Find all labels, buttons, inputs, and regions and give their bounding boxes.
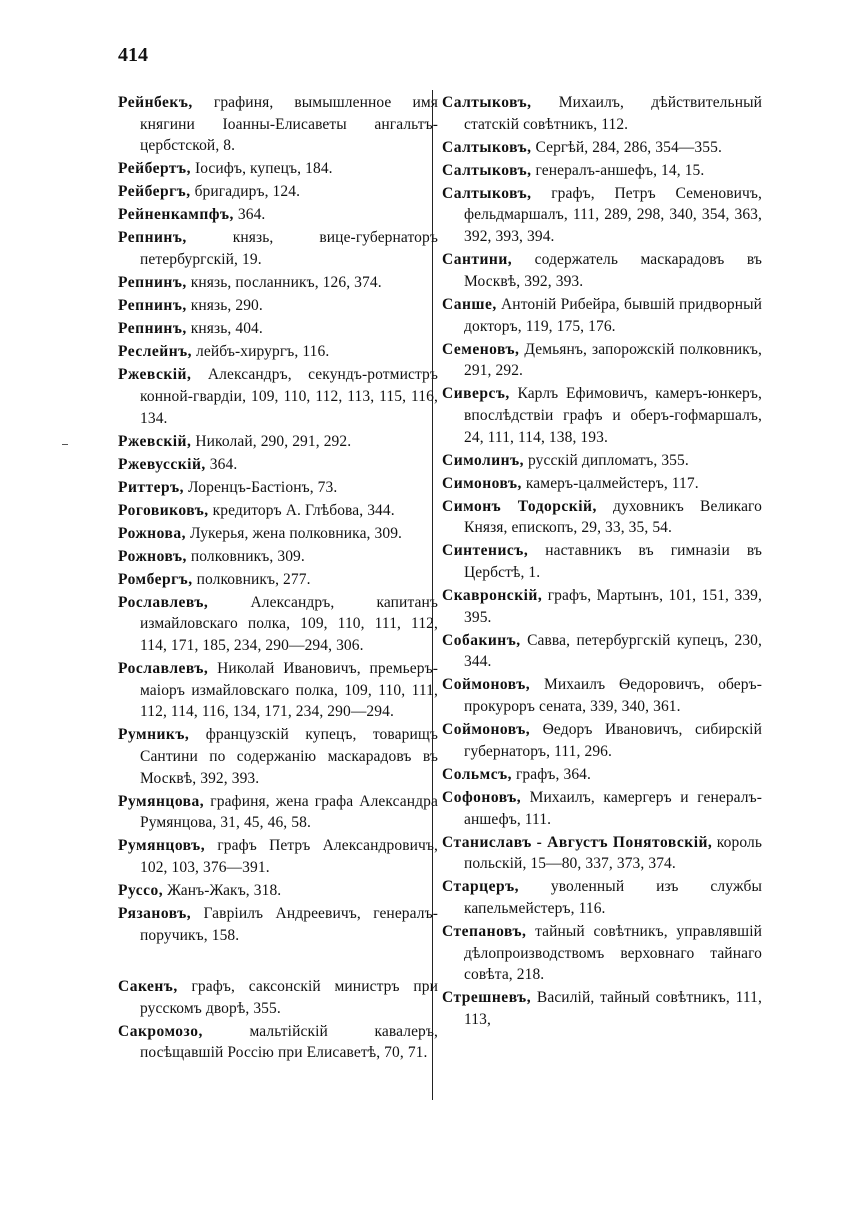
entry-name: Реслейнъ,	[118, 343, 193, 361]
index-entry	[442, 719, 762, 762]
entry-name: Симолинъ,	[442, 451, 524, 469]
index-entry	[442, 92, 762, 135]
index-entry	[442, 339, 762, 382]
entry-name: Собакинъ,	[442, 631, 521, 649]
entry-name: Синтенисъ,	[442, 542, 529, 560]
index-entry	[118, 181, 438, 203]
index-entry	[118, 1021, 438, 1064]
index-entry	[118, 454, 438, 476]
entry-text: Николай Ивановичъ, премьеръ-маіоръ измайловскаго полка, 109, 110, 111, 112, 114, 116, 134, 171, 234, 290—294.	[140, 659, 438, 721]
entry-text: Карлъ Ефимовичъ, камеръ-юнкеръ, впослѣдствіи графъ и оберъ-гофмаршалъ, 24, 111, 114, 138, 193.	[464, 385, 762, 446]
entry-name: Рейбергъ,	[118, 183, 191, 201]
margin-mark	[62, 444, 68, 445]
entry-name: Стрешневъ,	[442, 989, 532, 1007]
index-entry	[118, 569, 438, 591]
index-entry	[118, 976, 438, 1019]
entry-text: наставникъ въ гимназіи въ Цербстѣ, 1.	[464, 542, 762, 582]
index-entry	[118, 791, 438, 834]
entry-name: Ржевусскій,	[118, 455, 206, 473]
index-entry	[442, 294, 762, 337]
entry-text: 364.	[237, 206, 266, 224]
index-entry	[442, 249, 762, 292]
entry-name: Румянцова,	[118, 792, 205, 810]
entry-text: Михаилъ Ѳедоровичъ, оберъ-прокуроръ сената, 339, 340, 361.	[464, 676, 762, 716]
entry-text: полковникъ, 309.	[190, 547, 305, 565]
index-entry	[118, 835, 438, 878]
entry-text: Александръ, капитанъ измайловскаго полка, 109, 110, 111, 112, 114, 171, 185, 234, 290—294, 306.	[140, 593, 438, 654]
entry-text: графиня, жена графа Александра Румянцова, 31, 45, 46, 58.	[140, 792, 438, 832]
index-entry	[442, 921, 762, 986]
index-entry	[442, 832, 762, 875]
index-entry	[118, 364, 438, 429]
entry-name: Рожнова,	[118, 524, 186, 542]
index-entry	[118, 880, 438, 902]
entry-text: мальтійскій кавалеръ, посѣщавшій Россію при Елисаветѣ, 70, 71.	[140, 1022, 438, 1062]
entry-text: Николай, 290, 291, 292.	[195, 432, 352, 450]
entry-name: Старцеръ,	[442, 878, 520, 896]
entry-name: Скавронскій,	[442, 587, 543, 605]
entry-name: Симонъ Тодорскій,	[442, 497, 597, 515]
entry-name: Софоновъ,	[442, 788, 522, 806]
entry-text: 364.	[209, 455, 238, 473]
entry-name: Сольмсъ,	[442, 765, 512, 783]
index-entry	[118, 592, 438, 657]
entry-name: Рожновъ,	[118, 547, 187, 565]
entry-text: графъ Петръ Александровичъ, 102, 103, 376—391.	[140, 837, 438, 877]
entry-name: Рязановъ,	[118, 905, 192, 923]
entry-text: Лоренцъ-Бастіонъ, 73.	[188, 478, 338, 496]
entry-text: Ѳедоръ Ивановичъ, сибирскій губернаторъ, 111, 296.	[464, 721, 762, 760]
index-entry	[118, 903, 438, 946]
entry-text: Іосифъ, купецъ, 184.	[194, 160, 333, 178]
index-entry	[118, 295, 438, 317]
entry-text: бригадиръ, 124.	[194, 183, 301, 201]
index-entry	[118, 431, 438, 453]
entry-name: Семеновъ,	[442, 340, 520, 358]
entry-text: Савва, петербургскій купецъ, 230, 344.	[464, 631, 762, 671]
entry-text: кредиторъ А. Глѣбова, 344.	[212, 501, 395, 519]
entry-text: содержатель маскарадовъ въ Москвѣ, 392, 393.	[464, 251, 762, 290]
entry-text: князь, посланникъ, 126, 374.	[190, 274, 382, 292]
index-entry	[442, 987, 762, 1030]
entry-name: Румникъ,	[118, 726, 190, 744]
index-entry	[118, 658, 438, 723]
entry-text: тайный совѣтникъ, управлявшій дѣлопроизводствомъ верховнаго тайнаго совѣта, 218.	[464, 922, 762, 984]
entry-text: полковникъ, 277.	[196, 570, 311, 588]
index-entry	[442, 183, 762, 248]
entry-name: Риттеръ,	[118, 478, 185, 496]
entry-name: Рейненкампфъ,	[118, 206, 234, 224]
index-entry	[118, 272, 438, 294]
entry-name: Сантини,	[442, 251, 513, 269]
index-entry	[442, 160, 762, 182]
entry-text: генералъ-аншефъ, 14, 15.	[535, 161, 705, 179]
entry-text: Лукерья, жена полковника, 309.	[189, 524, 403, 542]
entry-text: лейбъ-хирургъ, 116.	[196, 343, 330, 361]
index-entry	[442, 787, 762, 830]
entry-text: Антоній Рибейра, бывшій придворный докторъ, 119, 175, 176.	[464, 295, 762, 335]
entry-text: французскій купецъ, товарищъ Сантини по содержанію маскарадовъ въ Москвѣ, 392, 393.	[140, 726, 438, 787]
entry-name: Станиславъ - Августъ Понятовскій,	[442, 833, 713, 851]
entry-name: Сакромозо,	[118, 1022, 203, 1040]
index-entry	[118, 724, 438, 789]
index-entry	[118, 318, 438, 340]
entry-text: князь, 404.	[190, 320, 263, 338]
index-entry	[442, 383, 762, 448]
index-entry	[442, 137, 762, 159]
entry-text: Александръ, секундъ-ротмистръ конной-гвардіи, 109, 110, 112, 113, 115, 116, 134.	[140, 366, 438, 427]
entry-text: князь, 290.	[190, 297, 263, 315]
entry-name: Репнинъ,	[118, 320, 187, 338]
entry-text: князь, вице-губернаторъ петербургскій, 19.	[140, 229, 438, 269]
entry-text: графъ, Мартынъ, 101, 151, 339, 395.	[464, 587, 763, 626]
entry-text: Михаилъ, дѣйствительный статскій совѣтникъ, 112.	[464, 94, 762, 133]
entry-name: Роговиковъ,	[118, 501, 209, 519]
index-entry	[442, 630, 762, 673]
entry-name: Салтыковъ,	[442, 138, 532, 156]
entry-name: Сакенъ,	[118, 977, 178, 995]
entry-text: Михаилъ, камергеръ и генералъ-аншефъ, 111.	[464, 788, 762, 828]
entry-name: Соймоновъ,	[442, 721, 531, 739]
entry-name: Ржевскій,	[118, 432, 192, 450]
entry-name: Салтыковъ,	[442, 161, 532, 179]
entry-name: Рейнбекъ,	[118, 94, 193, 111]
entry-text: Сергѣй, 284, 286, 354—355.	[535, 138, 722, 156]
entry-name: Салтыковъ,	[442, 184, 532, 202]
entry-name: Рославлевъ,	[118, 659, 209, 677]
entry-name: Степановъ,	[442, 922, 527, 940]
entry-name: Репнинъ,	[118, 229, 187, 247]
index-entry	[442, 674, 762, 717]
index-entry	[118, 227, 438, 270]
entry-name: Соймоновъ,	[442, 676, 531, 694]
index-entry	[442, 540, 762, 583]
right-column	[442, 92, 762, 1032]
entry-name: Руссо,	[118, 882, 164, 900]
entry-name: Салтыковъ,	[442, 94, 532, 111]
page-number: 414	[118, 44, 148, 66]
index-entry	[118, 204, 438, 226]
index-entry	[442, 585, 762, 628]
entry-text: графиня, вымышленное имя княгини Іоанны-Елисаветы ангальтъ-цербстской, 8.	[140, 94, 439, 155]
index-entry	[118, 341, 438, 363]
left-column	[118, 92, 438, 1065]
entry-text: Демьянъ, запорожскій полковникъ, 291, 292.	[464, 340, 762, 380]
index-entry	[442, 450, 762, 472]
index-entry	[118, 546, 438, 568]
entry-name: Симоновъ,	[442, 474, 522, 492]
index-entry	[442, 473, 762, 495]
entry-name: Ромбергъ,	[118, 570, 193, 588]
entry-name: Рославлевъ,	[118, 593, 209, 611]
entry-text: графъ, саксонскій министръ при русскомъ дворѣ, 355.	[140, 977, 438, 1017]
entry-text: графъ, 364.	[515, 765, 591, 783]
entry-name: Санше,	[442, 295, 497, 313]
entry-name: Рейбертъ,	[118, 160, 191, 178]
index-entry	[442, 764, 762, 786]
index-entry	[118, 158, 438, 180]
index-entry	[118, 92, 438, 157]
index-entry	[118, 523, 438, 545]
index-entry	[118, 477, 438, 499]
index-entry	[442, 876, 762, 919]
entry-name: Сиверсъ,	[442, 385, 510, 403]
entry-name: Румянцовъ,	[118, 837, 206, 855]
entry-name: Репнинъ,	[118, 297, 187, 315]
index-entry	[118, 500, 438, 522]
index-entry	[442, 496, 762, 539]
entry-text: Гавріилъ Андреевичъ, генералъ-поручикъ, 158.	[140, 905, 438, 944]
entry-text: духовникъ Великаго Князя, епископъ, 29, 33, 35, 54.	[464, 497, 762, 537]
entry-text: король польскій, 15—80, 337, 373, 374.	[464, 833, 762, 873]
entry-text: графъ, Петръ Семеновичъ, фельдмаршалъ, 111, 289, 298, 340, 354, 363, 392, 393, 394.	[464, 184, 762, 246]
entry-text: уволенный изъ службы капельмейстеръ, 116.	[464, 878, 762, 917]
entry-name: Репнинъ,	[118, 274, 187, 292]
entry-text: русскій дипломатъ, 355.	[527, 451, 689, 469]
entry-text: камеръ-цалмейстеръ, 117.	[525, 474, 699, 492]
entry-name: Ржевскій,	[118, 366, 192, 384]
entry-text: Жанъ-Жакъ, 318.	[167, 882, 282, 900]
section-gap	[118, 948, 438, 976]
entry-text: Василій, тайный совѣтникъ, 111, 113,	[464, 989, 762, 1029]
